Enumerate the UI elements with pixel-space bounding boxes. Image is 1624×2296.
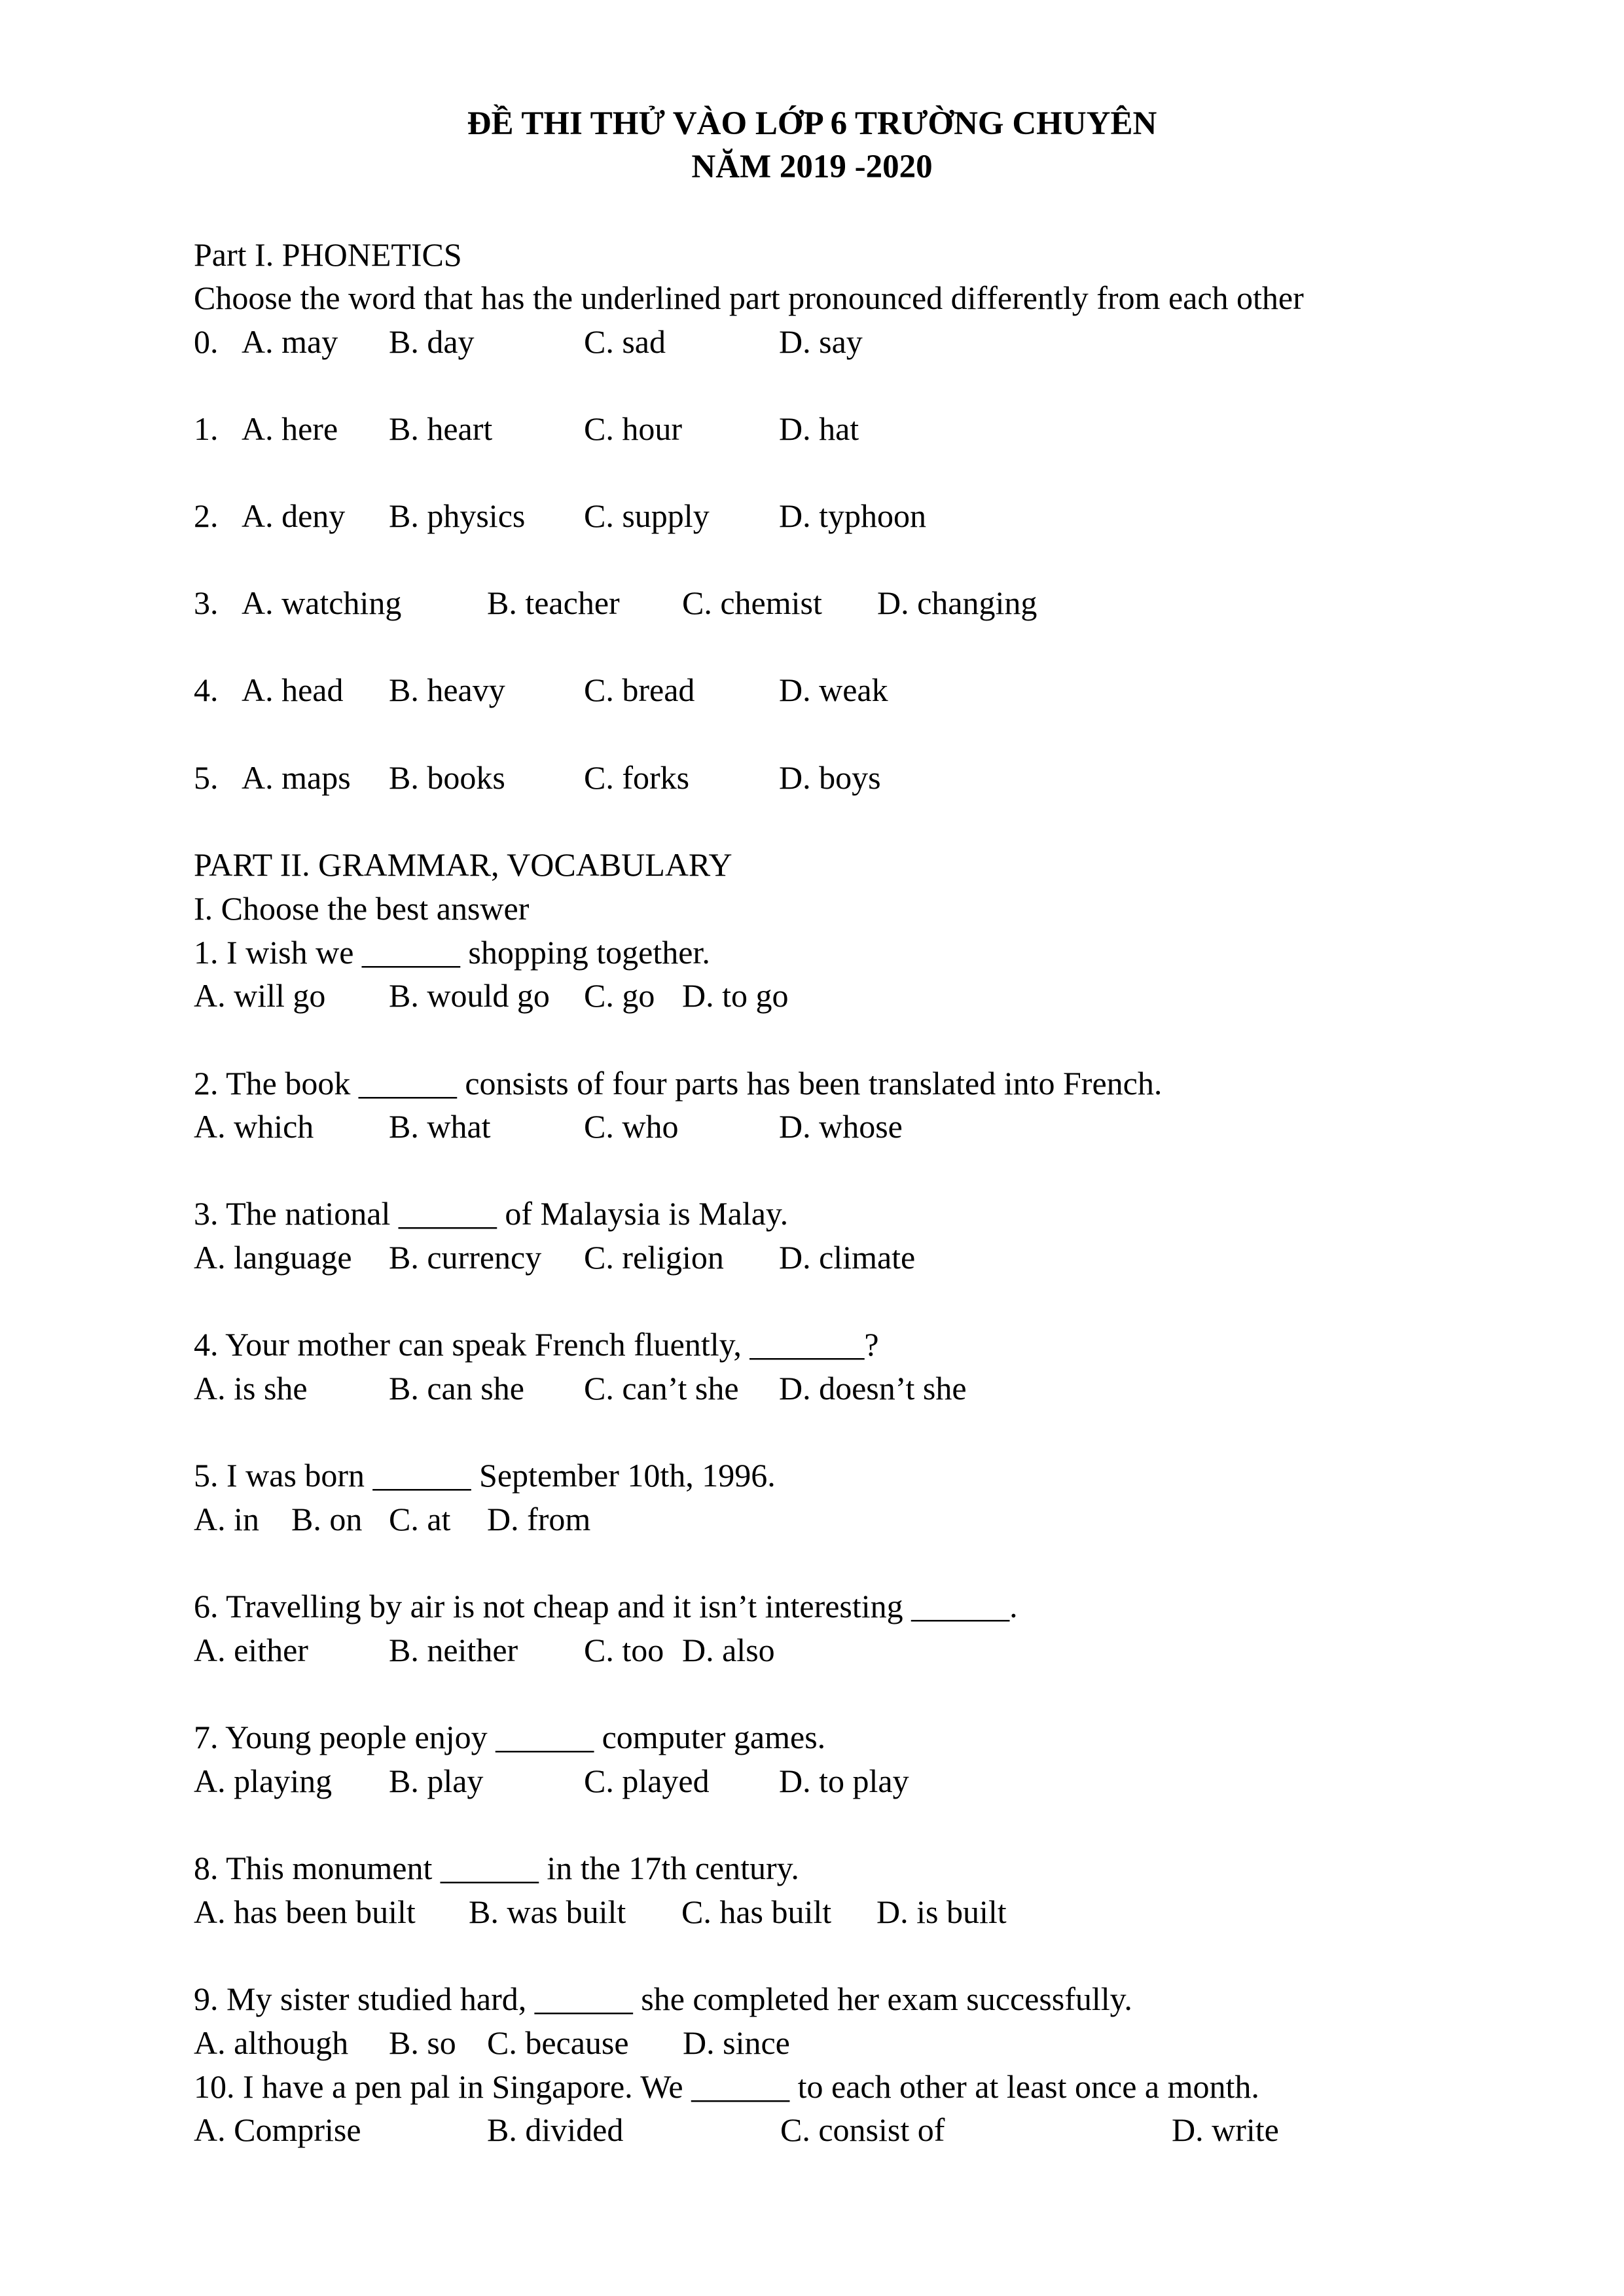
phonetics-question-1	[194, 412, 1568, 449]
phonetics-question-3	[194, 586, 1568, 623]
grammar-options-1	[194, 979, 1568, 1016]
option-d: D. from	[487, 1501, 591, 1537]
option-a: A. deny	[242, 497, 346, 534]
grammar-question-7: 7. Young people enjoy ______ computer games.	[194, 1719, 826, 1755]
option-d: D. since	[683, 2024, 790, 2061]
option-d: D. climate	[779, 1239, 916, 1276]
option-c: C. too	[584, 1632, 664, 1668]
question-number: 5.	[194, 759, 219, 796]
option-a: A. playing	[194, 1763, 333, 1799]
option-c: C. forks	[584, 759, 690, 796]
option-a: A. although	[194, 2024, 349, 2061]
option-b: B. what	[389, 1108, 491, 1145]
grammar-options-6	[194, 1634, 1568, 1670]
option-d: D. doesn’t she	[779, 1370, 967, 1407]
part1-heading: Part I. PHONETICS	[194, 236, 462, 273]
grammar-options-4	[194, 1372, 1568, 1408]
option-b: B. divided	[487, 2111, 624, 2148]
grammar-options-3	[194, 1241, 1568, 1278]
option-c: C. chemist	[682, 584, 822, 621]
option-b: B. can she	[389, 1370, 524, 1407]
option-a: A. which	[194, 1108, 314, 1145]
option-b: B. books	[389, 759, 505, 796]
option-b: B. neither	[389, 1632, 518, 1668]
option-a: A. is she	[194, 1370, 308, 1407]
exam-title: ĐỀ THI THỬ VÀO LỚP 6 TRƯỜNG CHUYÊN	[467, 105, 1157, 142]
option-d: D. to go	[682, 977, 789, 1014]
option-c: C. who	[584, 1108, 679, 1145]
option-b: B. was built	[469, 1893, 626, 1930]
option-d: D. typhoon	[779, 497, 926, 534]
phonetics-question-0	[194, 325, 1568, 362]
option-c: C. religion	[584, 1239, 724, 1276]
option-c: C. consist of	[780, 2111, 945, 2148]
exam-year: NĂM 2019 -2020	[691, 149, 933, 185]
grammar-question-5: 5. I was born ______ September 10th, 1996.	[194, 1457, 776, 1494]
option-c: C. hour	[584, 410, 682, 447]
grammar-options-9	[194, 2026, 1568, 2063]
option-a: A. has been built	[194, 1893, 416, 1930]
grammar-options-7	[194, 1765, 1568, 1801]
option-a: A. head	[242, 672, 344, 708]
grammar-question-9: 9. My sister studied hard, ______ she completed her exam successfully.	[194, 1981, 1132, 2017]
option-c: C. bread	[584, 672, 695, 708]
option-c: C. played	[584, 1763, 710, 1799]
option-a: A. in	[194, 1501, 259, 1537]
phonetics-question-5	[194, 761, 1568, 798]
option-c: C. because	[487, 2024, 629, 2061]
grammar-question-4: 4. Your mother can speak French fluently, _______?	[194, 1326, 879, 1363]
option-d: D. hat	[779, 410, 859, 447]
part2-subheading: I. Choose the best answer	[194, 890, 530, 927]
option-b: B. would go	[389, 977, 550, 1014]
grammar-question-3: 3. The national ______ of Malaysia is Malay.	[194, 1195, 789, 1232]
option-a: A. will go	[194, 977, 326, 1014]
phonetics-question-2	[194, 499, 1568, 536]
part1-instruction: Choose the word that has the underlined part pronounced differently from each other	[194, 279, 1304, 316]
option-d: D. weak	[779, 672, 888, 708]
option-b: B. heavy	[389, 672, 505, 708]
grammar-options-8	[194, 1895, 1568, 1932]
option-b: B. day	[389, 323, 475, 360]
grammar-question-8: 8. This monument ______ in the 17th century.	[194, 1850, 799, 1886]
option-a: A. here	[242, 410, 338, 447]
option-d: D. changing	[877, 584, 1038, 621]
question-number: 1.	[194, 410, 219, 447]
grammar-question-2: 2. The book ______ consists of four parts has been translated into French.	[194, 1065, 1163, 1102]
option-b: B. physics	[389, 497, 526, 534]
option-a: A. language	[194, 1239, 352, 1276]
option-d: D. boys	[779, 759, 881, 796]
grammar-question-10: 10. I have a pen pal in Singapore. We ______ to each other at least once a month.	[194, 2068, 1259, 2105]
option-b: B. play	[389, 1763, 484, 1799]
grammar-question-6: 6. Travelling by air is not cheap and it isn’t interesting ______.	[194, 1588, 1018, 1624]
option-c: C. can’t she	[584, 1370, 739, 1407]
grammar-options-2	[194, 1110, 1568, 1147]
grammar-options-5	[194, 1503, 1568, 1539]
question-number: 3.	[194, 584, 219, 621]
option-b: B. teacher	[487, 584, 620, 621]
option-d: D. whose	[779, 1108, 903, 1145]
question-number: 0.	[194, 323, 219, 360]
option-a: A. Comprise	[194, 2111, 361, 2148]
option-a: A. may	[242, 323, 338, 360]
option-d: D. say	[779, 323, 863, 360]
option-b: B. currency	[389, 1239, 542, 1276]
option-c: C. at	[389, 1501, 451, 1537]
option-c: C. supply	[584, 497, 710, 534]
option-b: B. heart	[389, 410, 493, 447]
option-d: D. also	[682, 1632, 775, 1668]
option-d: D. write	[1172, 2111, 1279, 2148]
question-number: 2.	[194, 497, 219, 534]
option-b: B. so	[389, 2024, 456, 2061]
option-a: A. either	[194, 1632, 308, 1668]
grammar-options-10	[194, 2113, 1568, 2150]
option-d: D. is built	[876, 1893, 1007, 1930]
question-number: 4.	[194, 672, 219, 708]
option-d: D. to play	[779, 1763, 909, 1799]
option-c: C. has built	[681, 1893, 832, 1930]
option-c: C. sad	[584, 323, 666, 360]
part2-heading: PART II. GRAMMAR, VOCABULARY	[194, 846, 732, 883]
phonetics-question-4	[194, 673, 1568, 710]
option-a: A. watching	[242, 584, 402, 621]
grammar-question-1: 1. I wish we ______ shopping together.	[194, 934, 710, 971]
option-b: B. on	[291, 1501, 363, 1537]
option-a: A. maps	[242, 759, 351, 796]
option-c: C. go	[584, 977, 655, 1014]
